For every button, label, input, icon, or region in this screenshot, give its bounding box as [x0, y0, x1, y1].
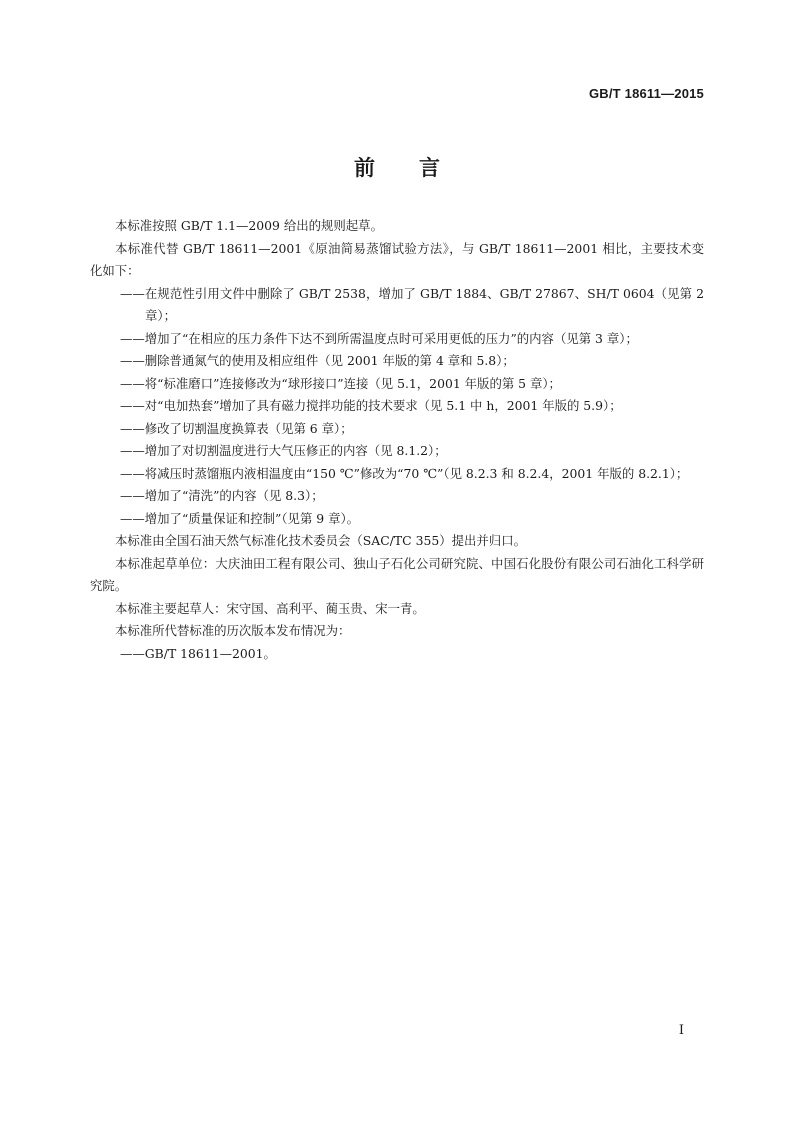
page-number: I: [678, 1023, 684, 1038]
list-item-change: ——增加了“清洗”的内容（见 8.3）；: [120, 488, 324, 503]
paragraph-drafting-rules: 本标准按照 GB/T 1.1—2009 给出的规则起草。: [115, 218, 383, 233]
paragraph-drafters: 本标准主要起草人：宋守国、高利平、蔺玉贵、宋一青。: [115, 600, 425, 616]
paragraph-drafting-units: 本标准起草单位：大庆油田工程有限公司、独山子石化公司研究院、中国石化股份有限公司石油化工科学研究院。: [90, 555, 704, 593]
document-body: [90, 215, 704, 665]
list-item-change: ——增加了“在相应的压力条件下达不到所需温度点时可采用更低的压力”的内容（见第 3 章）；: [120, 330, 638, 346]
list-item-change: ——删除普通氮气的使用及相应组件（见 2001 年版的第 4 章和 5.8）；: [120, 353, 515, 368]
list-item-change: ——在规范性引用文件中删除了 GB/T 2538，增加了 GB/T 1884、GB/T 27867、SH/T 0604（见第 2 章）；: [120, 285, 704, 323]
list-item-change: ——将减压时蒸馏瓶内液相温度由“150 ℃”修改为“70 ℃”（见 8.2.3 和 8.2.4，2001 年版的 8.2.1）；: [120, 465, 689, 481]
paragraph-replacement: 本标准代替 GB/T 18611—2001《原油简易蒸馏试验方法》，与 GB/T 18611—2001 相比，主要技术变化如下：: [90, 240, 704, 278]
list-item-change: ——增加了“质量保证和控制”（见第 9 章）。: [120, 510, 360, 526]
list-item-history: ——GB/T 18611—2001。: [120, 645, 276, 661]
list-item-change: ——将“标准磨口”连接修改为“球形接口”连接（见 5.1，2001 年版的第 5 章）；: [120, 375, 561, 391]
paragraph-proposer: 本标准由全国石油天然气标准化技术委员会（SAC/TC 355）提出并归口。: [115, 533, 526, 548]
list-item-change: ——增加了对切割温度进行大气压修正的内容（见 8.1.2）；: [120, 443, 447, 458]
list-item-change: ——修改了切割温度换算表（见第 6 章）；: [120, 420, 353, 436]
standard-code: GB/T 18611—2015: [588, 86, 704, 101]
paragraph-history-intro: 本标准所代替标准的历次版本发布情况为：: [115, 623, 351, 638]
list-item-change: ——对“电加热套”增加了具有磁力搅拌功能的技术要求（见 5.1 中 h，2001 年版的 5.9）；: [120, 398, 622, 413]
page-title: 前言: [354, 156, 484, 180]
